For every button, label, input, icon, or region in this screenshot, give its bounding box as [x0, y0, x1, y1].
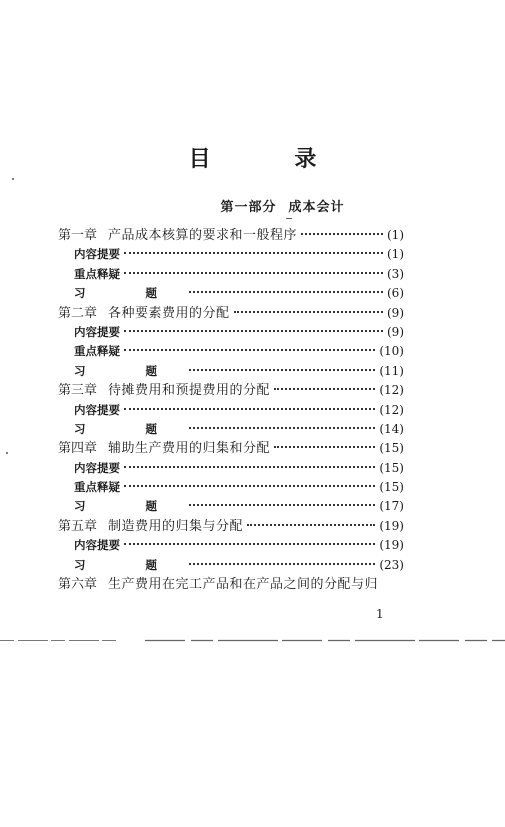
chapter-number: 第二章 [58, 305, 98, 321]
section-label: 重点释疑 [74, 344, 120, 359]
chapter-number: 第五章 [58, 518, 98, 534]
toc-page-ref: (15) [379, 441, 404, 456]
section-label: 习 题 [74, 499, 186, 514]
toc-section-row [58, 342, 404, 361]
toc-page-ref: (15) [379, 480, 404, 495]
page-number: 1 [376, 607, 384, 621]
dot-leader [124, 330, 383, 332]
dot-leader [189, 291, 383, 293]
chapter-number: 第三章 [58, 383, 98, 399]
toc-section-row [58, 362, 404, 381]
toc-chapter-row [58, 517, 404, 536]
dot-leader [124, 349, 375, 351]
section-label: 内容提要 [74, 460, 120, 475]
toc-section-row [58, 323, 404, 342]
section-label: 重点释疑 [74, 480, 120, 495]
toc-chapter-row [58, 439, 404, 458]
chapter-title: 各种要素费用的分配 [108, 305, 230, 321]
toc-page-ref: (11) [379, 363, 404, 378]
scan-edge-line [0, 639, 505, 642]
toc-page-ref: (17) [379, 499, 404, 514]
toc-page-ref: (23) [379, 557, 404, 572]
chapter-title: 待摊费用和预提费用的分配 [108, 383, 271, 399]
toc-page-ref: (12) [379, 383, 404, 398]
toc-section-row [58, 459, 404, 478]
part-name: 成本会计 [288, 200, 345, 215]
toc-chapter-row [58, 304, 404, 323]
chapter-number: 第一章 [58, 228, 98, 243]
toc-page-ref: (19) [379, 518, 404, 533]
toc-chapter-row [58, 575, 404, 594]
toc-page-ref: (1) [387, 228, 404, 242]
scan-speck [6, 452, 8, 454]
chapter-number: 第四章 [58, 441, 98, 457]
dot-leader [189, 504, 375, 506]
dot-leader [274, 446, 375, 448]
page-title: 目 录 [188, 147, 355, 172]
toc-section-row [58, 556, 404, 575]
toc-section-row [58, 245, 404, 264]
toc-section-row [58, 536, 404, 555]
toc-section-row [58, 284, 404, 303]
scan-speck [12, 178, 14, 180]
dot-leader [124, 272, 383, 274]
toc-section-row [58, 265, 404, 284]
dot-leader [189, 427, 375, 429]
dot-leader [189, 563, 375, 565]
section-label: 习 题 [74, 557, 186, 572]
dot-leader [124, 485, 375, 487]
part-heading [0, 196, 505, 215]
toc-page-ref: (14) [379, 421, 404, 436]
chapter-title: 生产费用在完工产品和在产品之间的分配与归 [108, 577, 379, 593]
toc-chapter-row [58, 381, 404, 400]
dot-leader [124, 408, 375, 410]
table-of-contents [58, 226, 404, 594]
dot-leader [234, 311, 383, 313]
scan-speck [286, 218, 292, 219]
toc-page-ref: (12) [379, 402, 404, 417]
toc-page-ref: (9) [387, 324, 404, 339]
toc-page-ref: (19) [379, 538, 404, 553]
dot-leader [124, 543, 375, 545]
section-label: 内容提要 [74, 324, 120, 339]
chapter-number: 第六章 [58, 577, 98, 593]
toc-page-ref: (9) [387, 305, 404, 320]
chapter-title: 产品成本核算的要求和一般程序 [108, 228, 298, 243]
toc-section-row [58, 401, 404, 420]
toc-chapter-row [58, 226, 404, 245]
section-label: 习 题 [74, 286, 186, 301]
dot-leader [274, 388, 375, 390]
section-label: 习 题 [74, 421, 186, 436]
chapter-title: 制造费用的归集与分配 [108, 518, 244, 534]
toc-page-ref: (15) [379, 460, 404, 475]
section-label: 重点释疑 [74, 266, 120, 281]
chapter-title: 辅助生产费用的归集和分配 [108, 441, 271, 457]
section-label: 习 题 [74, 363, 186, 378]
toc-page-ref: (10) [379, 344, 404, 359]
part-number: 第一部分 [220, 200, 277, 215]
section-label: 内容提要 [74, 247, 120, 262]
toc-section-row [58, 497, 404, 516]
toc-page-ref: (6) [387, 286, 404, 301]
dot-leader [124, 466, 375, 468]
toc-section-row [58, 420, 404, 439]
section-label: 内容提要 [74, 538, 120, 553]
dot-leader [124, 252, 383, 254]
dot-leader [189, 369, 375, 371]
section-label: 内容提要 [74, 402, 120, 417]
toc-section-row [58, 478, 404, 497]
dot-leader [247, 524, 375, 526]
dot-leader [301, 233, 383, 235]
toc-page-ref: (3) [387, 266, 404, 281]
toc-page-ref: (1) [387, 247, 404, 262]
